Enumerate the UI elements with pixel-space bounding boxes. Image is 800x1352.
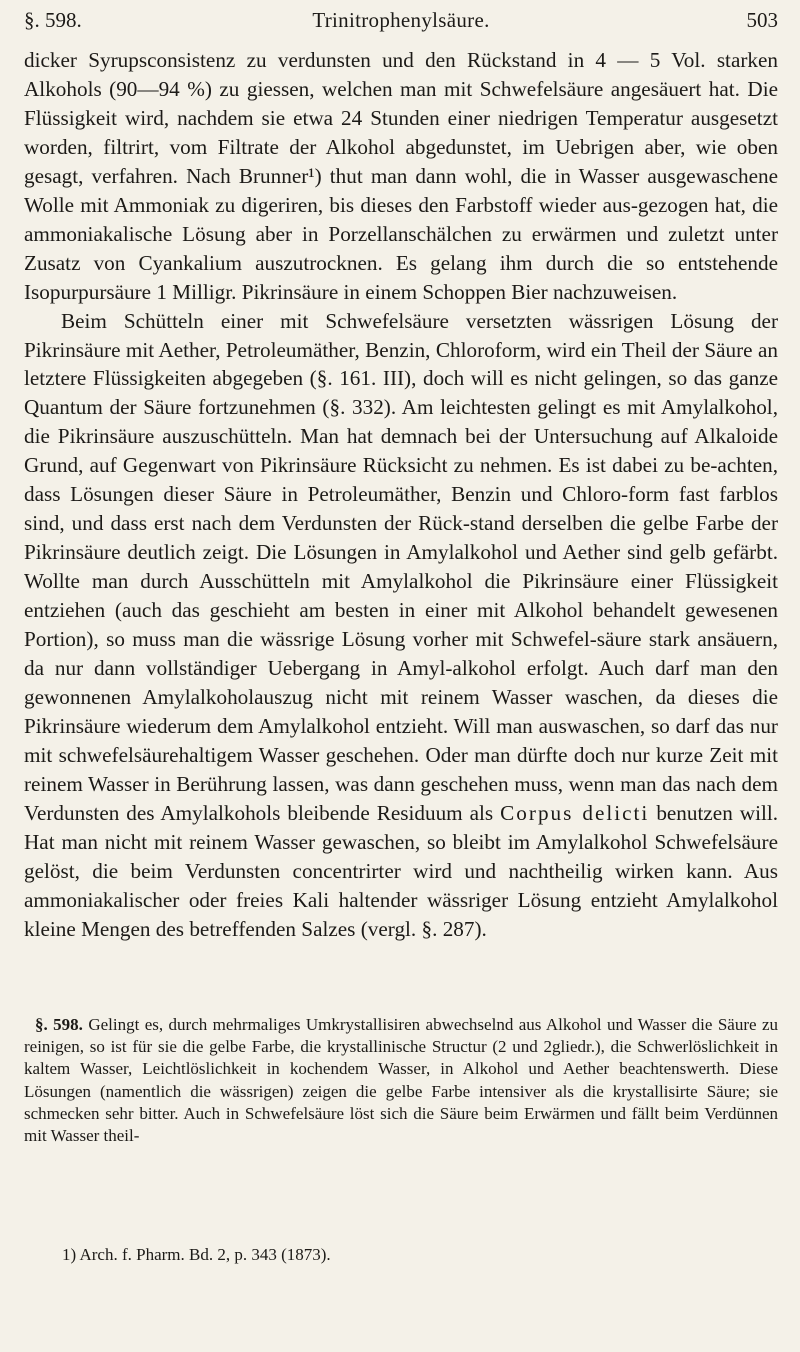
paragraph-1: dicker Syrupsconsistenz zu verdunsten und den Rückstand in 4 — 5 Vol. starken Alkohols (90—94 %) zu giessen, welchen man mit Schwefelsäure angesäuert hat. Die Flüssigkeit wird, nachdem sie etwa 24 Stunden einer niedrigen Temperatur ausgesetzt worden, filtrirt, vom Filtrate der Alkohol abgedunstet, im Uebrigen aber, wie oben gesagt, verfahren. Nach Brunner¹) thut man dann wohl, die in Wasser ausgewaschene Wolle mit Ammoniak zu digeriren, bis dieses den Farbstoff wieder aus-gezogen hat, die ammoniakalische Lösung aber in Porzellanschälchen zu erwärmen und zuletzt unter Zusatz von Cyankalium auszutrocknen. Es gelang ihm durch die so entstehende Isopurpursäure 1 Milligr. Pikrinsäure in einem Schoppen Bier nachzuweisen. [24,48,778,304]
running-header [24,8,778,34]
footnote-text: Arch. f. Pharm. Bd. 2, p. 343 (1873). [79,1245,331,1264]
small-paragraph [24,1014,778,1147]
paragraph-2-text: Beim Schütteln einer mit Schwefelsäure versetzten wässrigen Lösung der Pikrinsäure mit Aether, Petroleumäther, Benzin, Chloroform, wird ein Theil der Säure an letztere Flüssigkeiten abgegeben (§. 161. III), doch will es nicht gelingen, so das ganze Quantum der Säure fortzunehmen (§. 332). Am leichtesten gelingt es mit Amylalkohol, die Pikrinsäure auszuschütteln. Man hat demnach bei der Untersuchung auf Alkaloide Grund, auf Gegenwart von Pikrinsäure Rücksicht zu nehmen. Es ist dabei zu be-achten, dass Lösungen dieser Säure in Petroleumäther, Benzin und Chloro-form fast farblos sind, und dass erst nach dem Verdunsten der Rück-stand derselben die gelbe Farbe der Pikrinsäure deutlich zeigt. Die Lösungen in Amylalkohol und Aether sind gelb gefärbt. Wollte man durch Ausschütteln mit Amylalkohol die Pikrinsäure einer Flüssigkeit entziehen (auch das geschieht am besten in einer mit Alkohol behandelt gewesenen Portion), so muss man die wässrige Lösung vorher mit Schwefel-säure stark ansäuern, da nur dann vollständiger Uebergang in Amyl-alkohol erfolgt. Auch darf man den gewonnenen Amylalkoholauszug nicht mit reinem Wasser waschen, da dieses die Pikrinsäure wiederum dem Amylalkohol entzieht. Will man auswaschen, so darf das nur mit schwefelsäurehaltigem Wasser geschehen. Oder man dürfte doch nur kurze Zeit mit reinem Wasser in Berührung lassen, was dann geschehen muss, wenn man das nach dem Verdunsten des Amylalkohols bleibende Residuum als [24,308,778,825]
section-label: §. 598. [35,1015,83,1034]
section-598 [24,1014,778,1147]
footnote [24,1244,778,1266]
header-page-number: 503 [746,8,778,32]
header-section-number: §. 598. [24,8,82,32]
small-paragraph-text: Gelingt es, durch mehrmaliges Umkrystallisiren abwechselnd aus Alkohol und Wasser die Säure zu reinigen, so ist für sie die gelbe Farbe, die krystallinische Structur (2 und 2gliedr.), die Schwerlöslichkeit in kaltem Wasser, Leichtlöslichkeit in kochendem Wasser, in Alkohol und Aether beachtenswerth. Diese Lösungen (namentlich die wässrigen) zeigen die gelbe Farbe intensiver als die krystallisirte Säure; sie schmecken sehr bitter. Auch in Schwefelsäure löst sich die Säure beim Erwärmen und fällt beim Verdünnen mit Wasser theil- [24,1015,778,1146]
footnote-marker: 1) [62,1245,77,1264]
corpus-delicti-emphasis: Corpus delicti [500,800,650,825]
paragraph-2 [24,307,778,944]
header-title: Trinitrophenylsäure. [312,8,490,32]
main-text [24,46,778,944]
paragraph-2-continuation: benutzen will. Hat man nicht mit reinem Wasser gewaschen, so bleibt im Amylalkohol Schwefelsäure gelöst, die beim Verdunsten concentrirter wird und nachtheilig wirken kann. Aus ammoniakalischer oder freies Kali haltender wässriger Lösung entzieht Amylalkohol kleine Mengen des betreffenden Salzes (vergl. §. 287). [24,800,779,941]
